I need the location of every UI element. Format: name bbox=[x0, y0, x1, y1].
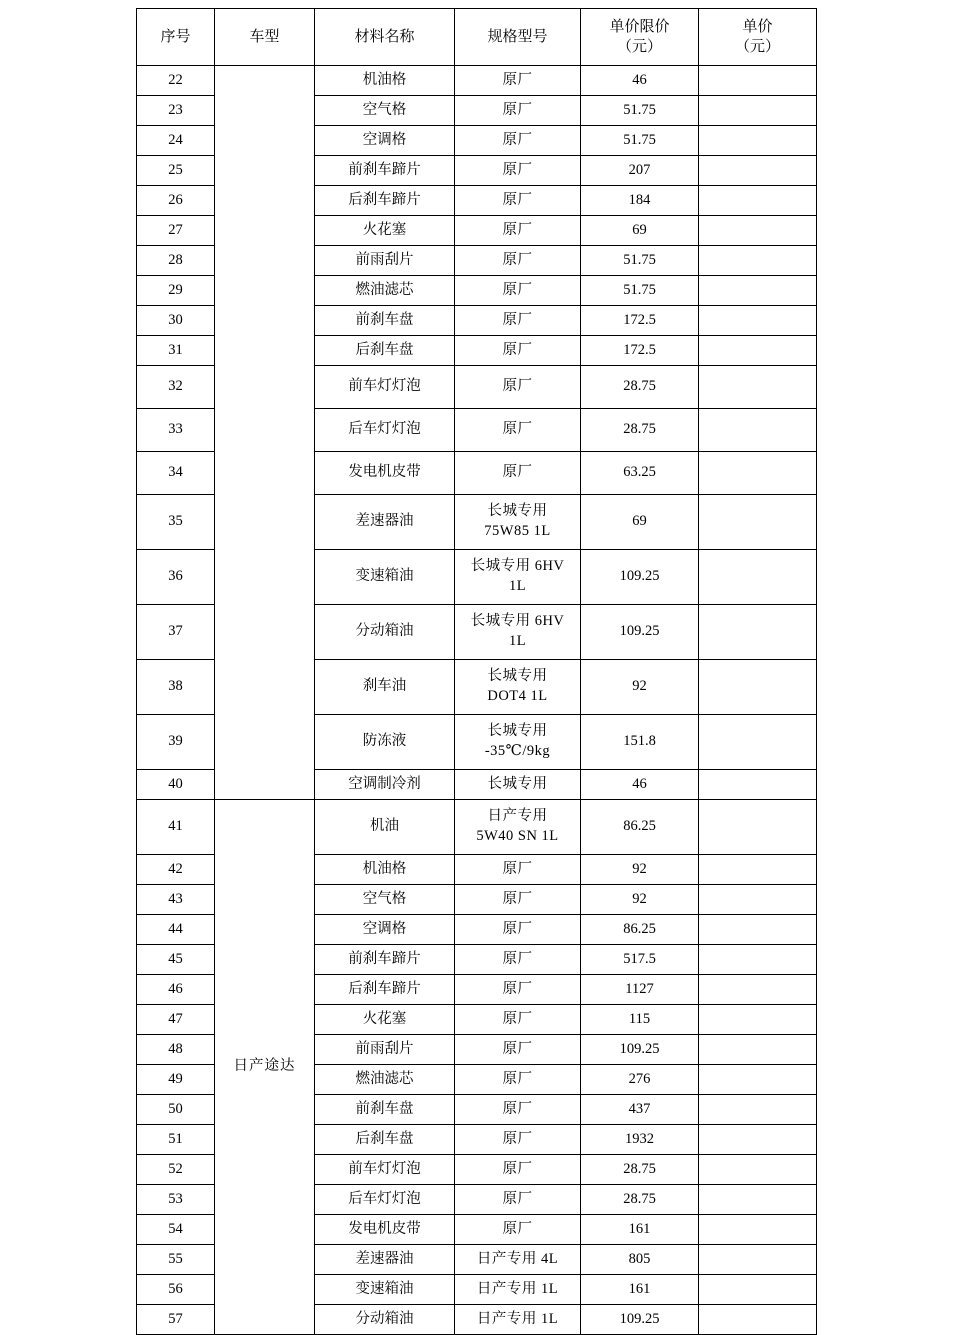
cell-unit-price bbox=[699, 96, 817, 126]
cell-material-name: 燃油滤芯 bbox=[315, 276, 455, 306]
cell-seq: 26 bbox=[137, 186, 215, 216]
cell-material-name: 前刹车盘 bbox=[315, 306, 455, 336]
cell-unit-price bbox=[699, 409, 817, 452]
table-header bbox=[137, 9, 817, 66]
cell-unit-price bbox=[699, 1095, 817, 1125]
cell-unit-price bbox=[699, 885, 817, 915]
cell-spec bbox=[455, 550, 581, 605]
cell-material-name: 前雨刮片 bbox=[315, 246, 455, 276]
cell-seq: 49 bbox=[137, 1065, 215, 1095]
cell-spec: 原厂 bbox=[455, 186, 581, 216]
cell-material-name: 空调制冷剂 bbox=[315, 770, 455, 800]
cell-limit-price: 86.25 bbox=[581, 800, 699, 855]
cell-seq: 23 bbox=[137, 96, 215, 126]
table-header-row bbox=[137, 9, 817, 66]
table-body bbox=[137, 66, 817, 1335]
column-header-spec: 规格型号 bbox=[455, 9, 581, 66]
cell-seq: 22 bbox=[137, 66, 215, 96]
cell-material-name: 燃油滤芯 bbox=[315, 1065, 455, 1095]
cell-spec: 日产专用 1L bbox=[455, 1305, 581, 1335]
cell-seq: 48 bbox=[137, 1035, 215, 1065]
cell-limit-price: 92 bbox=[581, 885, 699, 915]
cell-spec-line2: 5W40 SN 1L bbox=[476, 828, 559, 844]
cell-limit-price: 161 bbox=[581, 1215, 699, 1245]
cell-spec: 原厂 bbox=[455, 276, 581, 306]
cell-material-name: 火花塞 bbox=[315, 216, 455, 246]
cell-spec: 原厂 bbox=[455, 945, 581, 975]
cell-material-name: 后车灯灯泡 bbox=[315, 409, 455, 452]
cell-seq: 53 bbox=[137, 1185, 215, 1215]
cell-seq: 38 bbox=[137, 660, 215, 715]
cell-material-name: 前雨刮片 bbox=[315, 1035, 455, 1065]
cell-seq: 25 bbox=[137, 156, 215, 186]
cell-seq: 56 bbox=[137, 1275, 215, 1305]
cell-spec-line1: 日产专用 bbox=[487, 808, 548, 825]
cell-unit-price bbox=[699, 1215, 817, 1245]
cell-unit-price bbox=[699, 945, 817, 975]
cell-spec bbox=[455, 495, 581, 550]
cell-material-name: 发电机皮带 bbox=[315, 1215, 455, 1245]
cell-spec: 长城专用 bbox=[455, 770, 581, 800]
column-header-model: 车型 bbox=[215, 9, 315, 66]
cell-spec: 日产专用 4L bbox=[455, 1245, 581, 1275]
column-header-limit-price bbox=[581, 9, 699, 66]
column-header-unit-price-line2: （元） bbox=[734, 39, 780, 55]
cell-spec bbox=[455, 800, 581, 855]
cell-limit-price: 28.75 bbox=[581, 1155, 699, 1185]
cell-spec: 原厂 bbox=[455, 1155, 581, 1185]
cell-material-name: 后刹车蹄片 bbox=[315, 186, 455, 216]
cell-seq: 50 bbox=[137, 1095, 215, 1125]
cell-limit-price: 28.75 bbox=[581, 366, 699, 409]
cell-material-name: 差速器油 bbox=[315, 495, 455, 550]
cell-spec bbox=[455, 605, 581, 660]
cell-unit-price bbox=[699, 156, 817, 186]
cell-limit-price: 276 bbox=[581, 1065, 699, 1095]
cell-seq: 35 bbox=[137, 495, 215, 550]
cell-seq: 51 bbox=[137, 1125, 215, 1155]
cell-material-name: 后刹车蹄片 bbox=[315, 975, 455, 1005]
cell-spec: 原厂 bbox=[455, 855, 581, 885]
cell-limit-price: 115 bbox=[581, 1005, 699, 1035]
cell-seq: 24 bbox=[137, 126, 215, 156]
cell-seq: 52 bbox=[137, 1155, 215, 1185]
cell-unit-price bbox=[699, 855, 817, 885]
cell-material-name: 防冻液 bbox=[315, 715, 455, 770]
cell-spec: 原厂 bbox=[455, 126, 581, 156]
cell-seq: 57 bbox=[137, 1305, 215, 1335]
cell-spec-line1: 长城专用 bbox=[487, 668, 548, 685]
column-header-seq: 序号 bbox=[137, 9, 215, 66]
cell-seq: 33 bbox=[137, 409, 215, 452]
cell-spec: 原厂 bbox=[455, 915, 581, 945]
cell-seq: 43 bbox=[137, 885, 215, 915]
cell-seq: 31 bbox=[137, 336, 215, 366]
cell-spec: 原厂 bbox=[455, 366, 581, 409]
cell-unit-price bbox=[699, 186, 817, 216]
cell-material-name: 前车灯灯泡 bbox=[315, 1155, 455, 1185]
cell-limit-price: 51.75 bbox=[581, 246, 699, 276]
cell-spec: 原厂 bbox=[455, 1185, 581, 1215]
cell-material-name: 火花塞 bbox=[315, 1005, 455, 1035]
cell-seq: 44 bbox=[137, 915, 215, 945]
cell-limit-price: 437 bbox=[581, 1095, 699, 1125]
cell-unit-price bbox=[699, 1065, 817, 1095]
cell-seq: 45 bbox=[137, 945, 215, 975]
cell-limit-price: 63.25 bbox=[581, 452, 699, 495]
cell-unit-price bbox=[699, 605, 817, 660]
cell-seq: 37 bbox=[137, 605, 215, 660]
cell-unit-price bbox=[699, 216, 817, 246]
cell-limit-price: 207 bbox=[581, 156, 699, 186]
cell-spec-line2: -35℃/9kg bbox=[484, 743, 551, 759]
cell-spec-line1: 长城专用 6HV bbox=[470, 558, 565, 575]
cell-unit-price bbox=[699, 276, 817, 306]
cell-limit-price: 51.75 bbox=[581, 276, 699, 306]
cell-limit-price: 46 bbox=[581, 770, 699, 800]
cell-seq: 40 bbox=[137, 770, 215, 800]
cell-material-name: 差速器油 bbox=[315, 1245, 455, 1275]
cell-unit-price bbox=[699, 1035, 817, 1065]
cell-limit-price: 92 bbox=[581, 855, 699, 885]
cell-unit-price bbox=[699, 452, 817, 495]
cell-limit-price: 151.8 bbox=[581, 715, 699, 770]
column-header-name: 材料名称 bbox=[315, 9, 455, 66]
cell-unit-price bbox=[699, 126, 817, 156]
column-header-unit-price bbox=[699, 9, 817, 66]
cell-seq: 54 bbox=[137, 1215, 215, 1245]
cell-unit-price bbox=[699, 1275, 817, 1305]
cell-material-name: 前车灯灯泡 bbox=[315, 366, 455, 409]
cell-limit-price: 86.25 bbox=[581, 915, 699, 945]
cell-material-name: 空气格 bbox=[315, 96, 455, 126]
cell-limit-price: 69 bbox=[581, 495, 699, 550]
cell-limit-price: 184 bbox=[581, 186, 699, 216]
cell-limit-price: 69 bbox=[581, 216, 699, 246]
cell-seq: 41 bbox=[137, 800, 215, 855]
cell-limit-price: 109.25 bbox=[581, 550, 699, 605]
cell-limit-price: 109.25 bbox=[581, 1035, 699, 1065]
cell-material-name: 机油格 bbox=[315, 66, 455, 96]
cell-spec bbox=[455, 715, 581, 770]
cell-seq: 36 bbox=[137, 550, 215, 605]
cell-spec: 日产专用 1L bbox=[455, 1275, 581, 1305]
cell-limit-price: 172.5 bbox=[581, 306, 699, 336]
cell-unit-price bbox=[699, 366, 817, 409]
cell-spec bbox=[455, 660, 581, 715]
cell-spec: 原厂 bbox=[455, 1005, 581, 1035]
cell-spec: 原厂 bbox=[455, 1125, 581, 1155]
cell-material-name: 变速箱油 bbox=[315, 550, 455, 605]
cell-material-name: 发电机皮带 bbox=[315, 452, 455, 495]
cell-limit-price: 28.75 bbox=[581, 409, 699, 452]
cell-unit-price bbox=[699, 1245, 817, 1275]
cell-spec: 原厂 bbox=[455, 306, 581, 336]
cell-spec: 原厂 bbox=[455, 1215, 581, 1245]
cell-spec-line2: 1L bbox=[508, 633, 527, 649]
cell-material-name: 机油格 bbox=[315, 855, 455, 885]
cell-unit-price bbox=[699, 306, 817, 336]
cell-spec: 原厂 bbox=[455, 452, 581, 495]
cell-model bbox=[215, 66, 315, 800]
cell-limit-price: 161 bbox=[581, 1275, 699, 1305]
cell-material-name: 分动箱油 bbox=[315, 605, 455, 660]
cell-limit-price: 1932 bbox=[581, 1125, 699, 1155]
cell-spec-line1: 长城专用 bbox=[487, 723, 548, 740]
cell-limit-price: 1127 bbox=[581, 975, 699, 1005]
material-price-table bbox=[136, 8, 817, 1335]
cell-limit-price: 46 bbox=[581, 66, 699, 96]
cell-material-name: 变速箱油 bbox=[315, 1275, 455, 1305]
cell-limit-price: 172.5 bbox=[581, 336, 699, 366]
cell-spec: 原厂 bbox=[455, 336, 581, 366]
cell-limit-price: 51.75 bbox=[581, 126, 699, 156]
cell-spec-line2: 75W85 1L bbox=[484, 523, 551, 539]
cell-spec: 原厂 bbox=[455, 216, 581, 246]
cell-seq: 46 bbox=[137, 975, 215, 1005]
cell-limit-price: 805 bbox=[581, 1245, 699, 1275]
cell-unit-price bbox=[699, 1305, 817, 1335]
cell-material-name: 空调格 bbox=[315, 915, 455, 945]
cell-seq: 47 bbox=[137, 1005, 215, 1035]
cell-seq: 55 bbox=[137, 1245, 215, 1275]
cell-unit-price bbox=[699, 1185, 817, 1215]
cell-unit-price bbox=[699, 1125, 817, 1155]
cell-spec: 原厂 bbox=[455, 1095, 581, 1125]
cell-material-name: 后刹车盘 bbox=[315, 336, 455, 366]
cell-unit-price bbox=[699, 800, 817, 855]
cell-unit-price bbox=[699, 246, 817, 276]
table-row bbox=[137, 66, 817, 96]
cell-spec: 原厂 bbox=[455, 156, 581, 186]
cell-model: 日产途达 bbox=[215, 800, 315, 1335]
cell-material-name: 空气格 bbox=[315, 885, 455, 915]
cell-unit-price bbox=[699, 66, 817, 96]
cell-material-name: 前刹车盘 bbox=[315, 1095, 455, 1125]
cell-material-name: 后刹车盘 bbox=[315, 1125, 455, 1155]
cell-material-name: 刹车油 bbox=[315, 660, 455, 715]
cell-unit-price bbox=[699, 660, 817, 715]
cell-seq: 32 bbox=[137, 366, 215, 409]
cell-material-name: 前刹车蹄片 bbox=[315, 156, 455, 186]
cell-seq: 42 bbox=[137, 855, 215, 885]
cell-seq: 28 bbox=[137, 246, 215, 276]
cell-spec: 原厂 bbox=[455, 66, 581, 96]
column-header-limit-price-line1: 单价限价 bbox=[609, 18, 670, 35]
cell-unit-price bbox=[699, 1005, 817, 1035]
cell-material-name: 分动箱油 bbox=[315, 1305, 455, 1335]
cell-spec-line1: 长城专用 6HV bbox=[470, 613, 565, 630]
cell-seq: 29 bbox=[137, 276, 215, 306]
cell-spec: 原厂 bbox=[455, 1035, 581, 1065]
cell-spec-line2: 1L bbox=[508, 578, 527, 594]
cell-spec: 原厂 bbox=[455, 885, 581, 915]
cell-limit-price: 92 bbox=[581, 660, 699, 715]
cell-material-name: 后车灯灯泡 bbox=[315, 1185, 455, 1215]
cell-unit-price bbox=[699, 915, 817, 945]
cell-limit-price: 51.75 bbox=[581, 96, 699, 126]
cell-unit-price bbox=[699, 495, 817, 550]
cell-unit-price bbox=[699, 770, 817, 800]
cell-limit-price: 109.25 bbox=[581, 605, 699, 660]
cell-seq: 34 bbox=[137, 452, 215, 495]
cell-limit-price: 109.25 bbox=[581, 1305, 699, 1335]
cell-unit-price bbox=[699, 975, 817, 1005]
table-row bbox=[137, 800, 817, 855]
cell-unit-price bbox=[699, 715, 817, 770]
cell-material-name: 前刹车蹄片 bbox=[315, 945, 455, 975]
cell-spec-line1: 长城专用 bbox=[487, 503, 548, 520]
cell-seq: 39 bbox=[137, 715, 215, 770]
cell-seq: 27 bbox=[137, 216, 215, 246]
cell-material-name: 机油 bbox=[315, 800, 455, 855]
cell-limit-price: 517.5 bbox=[581, 945, 699, 975]
cell-spec: 原厂 bbox=[455, 1065, 581, 1095]
cell-spec: 原厂 bbox=[455, 975, 581, 1005]
cell-spec-line2: DOT4 1L bbox=[487, 688, 548, 704]
cell-limit-price: 28.75 bbox=[581, 1185, 699, 1215]
cell-spec: 原厂 bbox=[455, 246, 581, 276]
cell-unit-price bbox=[699, 550, 817, 605]
cell-material-name: 空调格 bbox=[315, 126, 455, 156]
cell-unit-price bbox=[699, 1155, 817, 1185]
column-header-unit-price-line1: 单价 bbox=[742, 18, 773, 35]
column-header-limit-price-line2: （元） bbox=[616, 39, 662, 55]
cell-seq: 30 bbox=[137, 306, 215, 336]
cell-spec: 原厂 bbox=[455, 96, 581, 126]
cell-unit-price bbox=[699, 336, 817, 366]
cell-spec: 原厂 bbox=[455, 409, 581, 452]
